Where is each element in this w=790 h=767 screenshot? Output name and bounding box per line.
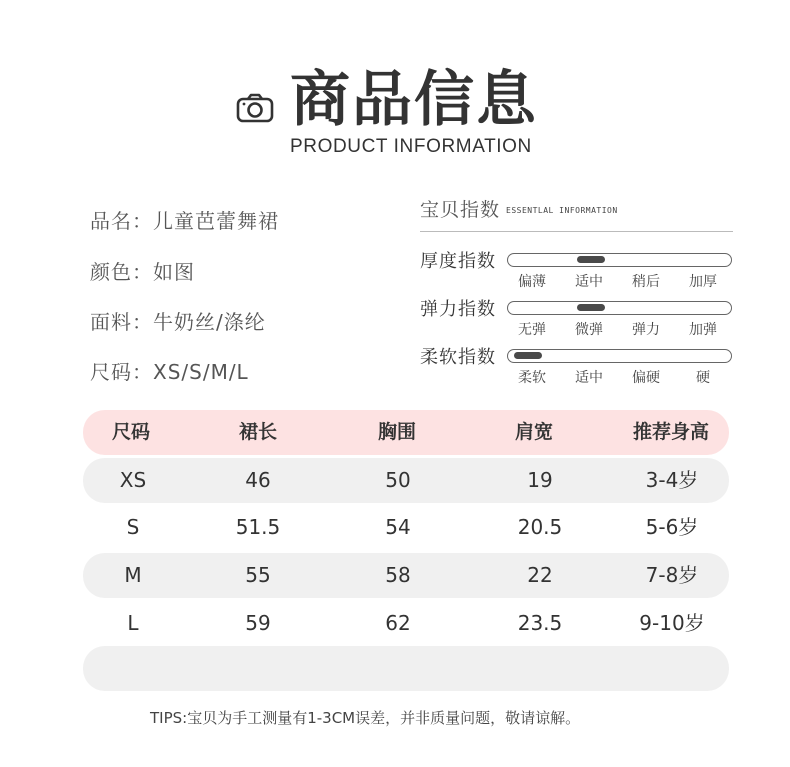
- table-cell: 5-6岁: [645, 515, 699, 539]
- column-header: 胸围: [377, 421, 417, 443]
- table-cell: XS: [119, 468, 147, 492]
- index-panel-title: [420, 195, 618, 222]
- divider: [420, 231, 733, 232]
- scale-label: 加弹: [689, 322, 717, 338]
- scale-label: 微弹: [575, 322, 603, 338]
- column-header: 推荐身高: [632, 421, 710, 443]
- table-cell: 7-8岁: [645, 563, 699, 587]
- table-cell: M: [124, 563, 142, 587]
- column-header: 肩宽: [514, 421, 554, 443]
- product-sizes: 尺码：XS/S/M/L: [90, 360, 249, 384]
- scale-label: 适中: [575, 370, 603, 386]
- table-cell: 3-4岁: [645, 468, 699, 492]
- scale-label: 硬: [696, 370, 710, 386]
- scale-label: 稍后: [632, 274, 660, 290]
- column-header: 裙长: [238, 421, 278, 443]
- index-title: 宝贝指数: [420, 199, 501, 221]
- table-row: [83, 601, 729, 646]
- metric-indicator: [514, 352, 542, 359]
- metric-indicator: [577, 256, 605, 263]
- table-cell: 50: [385, 468, 411, 492]
- metric-label: 柔软指数: [420, 347, 496, 368]
- product-name: 品名：儿童芭蕾舞裙: [90, 209, 279, 233]
- scale-label: 弹力: [632, 322, 660, 338]
- metric-track: [507, 253, 732, 267]
- metric-thickness: [420, 247, 740, 290]
- table-cell: 20.5: [517, 515, 563, 539]
- table-cell: 46: [245, 468, 271, 492]
- metric-indicator: [577, 304, 605, 311]
- page-subtitle: PRODUCT INFORMATION: [290, 136, 532, 157]
- table-cell: S: [126, 515, 140, 539]
- page-title: 商品信息: [290, 65, 538, 135]
- table-row: [83, 553, 729, 598]
- metric-softness: [420, 343, 740, 386]
- table-header-row: [83, 410, 729, 455]
- metric-track: [507, 301, 732, 315]
- product-info-header: [0, 0, 790, 170]
- table-cell: 9-10岁: [639, 611, 705, 635]
- table-cell: L: [127, 611, 139, 635]
- table-cell: 51.5: [235, 515, 281, 539]
- table-cell: 59: [245, 611, 271, 635]
- table-row: [83, 505, 729, 550]
- table-row: [83, 458, 729, 503]
- metric-label: 厚度指数: [420, 251, 496, 272]
- tips-note: TIPS:宝贝为手工测量有1-3CM误差，并非质量问题，敬请谅解。: [150, 709, 581, 727]
- scale-label: 无弹: [518, 322, 546, 338]
- table-cell: 54: [385, 515, 411, 539]
- table-cell: 22: [527, 563, 553, 587]
- table-row-empty: [83, 646, 729, 691]
- scale-label: 加厚: [689, 274, 717, 290]
- table-cell: 23.5: [517, 611, 563, 635]
- scale-label: 偏薄: [518, 274, 546, 290]
- metric-elasticity: [420, 295, 740, 338]
- scale-label: 柔软: [518, 370, 546, 386]
- camera-icon: [236, 93, 274, 123]
- product-fabric: 面料：牛奶丝/涤纶: [90, 310, 266, 334]
- product-color: 颜色：如图: [90, 260, 195, 284]
- metric-track: [507, 349, 732, 363]
- table-cell: 62: [385, 611, 411, 635]
- scale-label: 偏硬: [632, 370, 660, 386]
- column-header: 尺码: [111, 421, 151, 443]
- table-cell: 55: [245, 563, 271, 587]
- table-cell: 58: [385, 563, 411, 587]
- scale-label: 适中: [575, 274, 603, 290]
- index-title-en: ESSENTLAL INFORMATION: [506, 206, 618, 215]
- table-cell: 19: [527, 468, 553, 492]
- metric-label: 弹力指数: [420, 299, 496, 320]
